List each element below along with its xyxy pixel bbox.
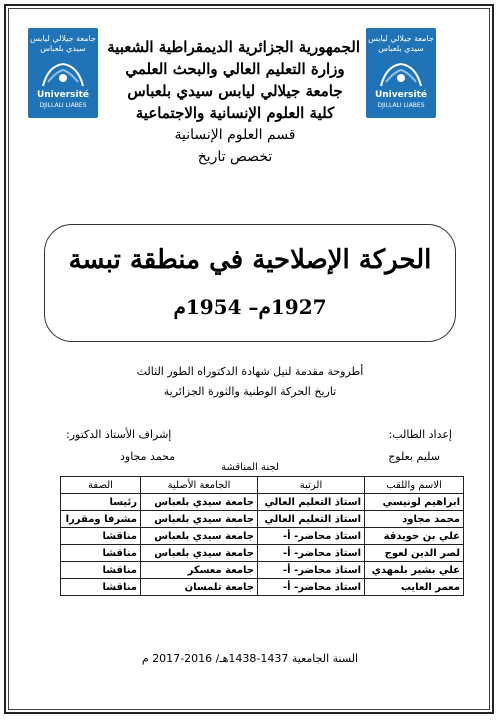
header-university: الجامعة الأصلية bbox=[141, 477, 258, 494]
member-rank: استاذ التعليم العالي bbox=[258, 511, 365, 528]
member-name: معمر العايب bbox=[365, 579, 464, 596]
thesis-date-range: 1927م– 1954م bbox=[173, 295, 327, 319]
header-university: جامعة جيلالي ليابس سيدي بلعباس bbox=[127, 82, 343, 100]
thesis-title: الحركة الإصلاحية في منطقة تبسة bbox=[68, 245, 432, 275]
member-role: مشرفا ومقررا bbox=[61, 511, 141, 528]
member-university: جامعة سيدي بلعباس bbox=[141, 494, 258, 511]
header-rank: الرتبة bbox=[258, 477, 365, 494]
supervisor-label: إشراف الأستاذ الدكتور: bbox=[66, 428, 172, 441]
institution-header bbox=[107, 36, 360, 168]
logo-arabic-name: جامعة جيلالي ليابس سيدي بلعباس bbox=[30, 34, 96, 53]
member-university: جامعة معسكر bbox=[141, 562, 258, 579]
laurel-emblem-icon bbox=[38, 60, 88, 88]
member-role: مناقشا bbox=[61, 528, 141, 545]
academic-year: السنة الجامعية 1437-1438هـ/ 2016-2017 م bbox=[141, 652, 359, 665]
header-ministry: وزارة التعليم العالي والبحث العلمي bbox=[125, 60, 345, 78]
member-name: لصر الدين لعوج bbox=[365, 545, 464, 562]
member-role: مناقشا bbox=[61, 545, 141, 562]
member-role: مناقشا bbox=[61, 579, 141, 596]
committee-title: لجنة المناقشة bbox=[221, 462, 279, 473]
university-logo-left bbox=[28, 28, 98, 118]
member-rank: استاذ محاضر- أ- bbox=[258, 528, 365, 545]
student-label: إعداد الطالب: bbox=[388, 428, 452, 441]
member-university: جامعة سيدي بلعباس bbox=[141, 511, 258, 528]
logo-arabic-name: جامعة جيلالي ليابس سيدي بلعباس bbox=[368, 34, 434, 53]
committee-table bbox=[60, 476, 464, 596]
title-frame bbox=[44, 224, 456, 342]
supervisor-name: محمد مجاود bbox=[120, 450, 176, 463]
member-rank: استاذ محاضر- أ- bbox=[258, 545, 365, 562]
committee-header-row bbox=[61, 477, 464, 494]
member-name: علي بن حويدقة bbox=[365, 528, 464, 545]
header-republic: الجمهورية الجزائرية الديمقراطية الشعبية bbox=[107, 38, 360, 56]
header-faculty: كلية العلوم الإنسانية والاجتماعية bbox=[135, 104, 335, 122]
table-row bbox=[61, 562, 464, 579]
logo-sub-text-1: DJILLALI LIABES bbox=[39, 102, 87, 109]
logo-univ-text: Université bbox=[36, 90, 90, 100]
table-row bbox=[61, 528, 464, 545]
laurel-emblem-icon bbox=[376, 60, 426, 88]
member-rank: استاذ محاضر- أ- bbox=[258, 579, 365, 596]
member-university: جامعة تلمسان bbox=[141, 579, 258, 596]
student-name: سليم بعلوج bbox=[388, 450, 440, 463]
table-row bbox=[61, 511, 464, 528]
header-department: قسم العلوم الإنسانية bbox=[174, 127, 296, 143]
university-logo-right bbox=[366, 28, 436, 118]
thesis-description bbox=[40, 362, 460, 402]
logo-univ-text: Université bbox=[374, 90, 428, 100]
table-row bbox=[61, 545, 464, 562]
member-rank: استاذ محاضر- أ- bbox=[258, 562, 365, 579]
thesis-degree: أطروحة مقدمة لنيل شهادة الدكتوراه الطور الثالث bbox=[136, 365, 364, 378]
member-role: رئيسا bbox=[61, 494, 141, 511]
table-row bbox=[61, 579, 464, 596]
header-role: الصفة bbox=[61, 477, 141, 494]
table-row bbox=[61, 494, 464, 511]
member-role: مناقشا bbox=[61, 562, 141, 579]
thesis-field: تاريخ الحركة الوطنية والثورة الجزائرية bbox=[163, 385, 337, 398]
header-specialty: تخصص تاريخ bbox=[197, 149, 273, 165]
member-name: محمد مجاود bbox=[365, 511, 464, 528]
member-name: ابراهيم لونيسي bbox=[365, 494, 464, 511]
member-rank: استاذ التعليم العالي bbox=[258, 494, 365, 511]
logo-sub-text-1: DJILLALI LIABES bbox=[377, 102, 425, 109]
header-name: الاسم واللقب bbox=[365, 477, 464, 494]
member-university: جامعة سيدي بلعباس bbox=[141, 545, 258, 562]
member-university: جامعة سيدي بلعباس bbox=[141, 528, 258, 545]
member-name: علي بشير بلمهدي bbox=[365, 562, 464, 579]
